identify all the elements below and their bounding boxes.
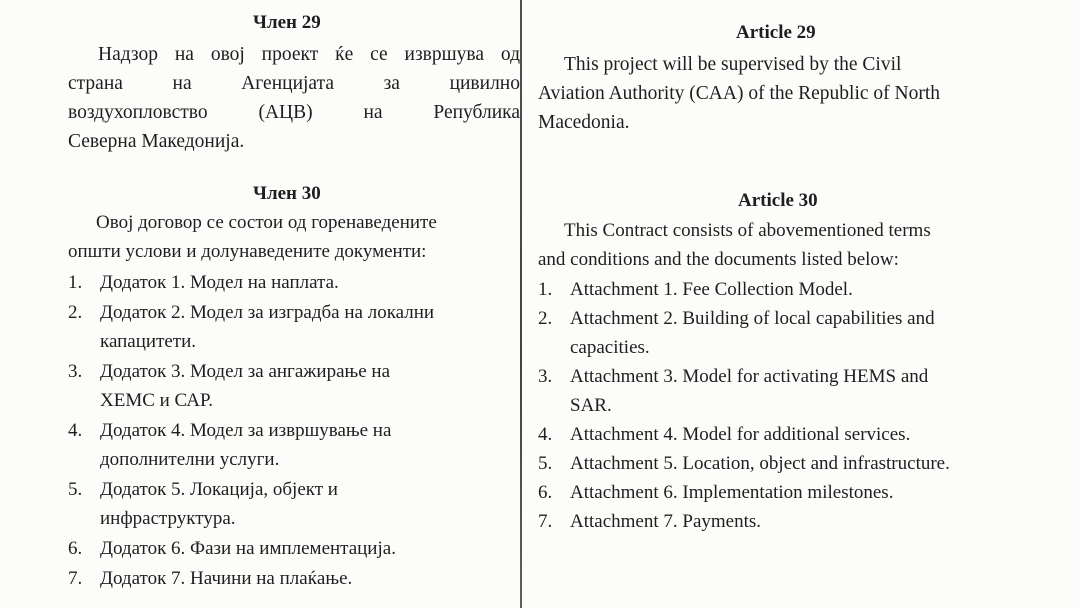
list-item-text-cont: инфраструктура. (100, 508, 236, 529)
list-item-number: 4. (538, 424, 553, 445)
list-item-text: Додаток 5. Локација, објект и (100, 479, 338, 500)
left-a29-line-3: воздухопловство (АЦВ) на Република (68, 102, 520, 123)
list-item-number: 7. (538, 511, 553, 532)
left-article-30-intro (68, 208, 508, 266)
left-article-29-heading: Член 29 (253, 12, 321, 33)
right-attachment-list (538, 275, 1008, 536)
list-item (68, 534, 508, 563)
list-item (68, 298, 508, 356)
list-item-number: 3. (538, 366, 553, 387)
right-article-29-text (538, 50, 1008, 137)
list-item-text: Attachment 6. Implementation milestones. (570, 482, 894, 503)
right-article-30-heading: Article 30 (738, 190, 818, 211)
list-item-text: Додаток 1. Модел на наплата. (100, 272, 339, 293)
list-item-text-cont: дополнителни услуги. (100, 449, 280, 470)
list-item-number: 5. (68, 479, 83, 500)
list-item (68, 416, 508, 474)
list-item-text: Attachment 7. Payments. (570, 511, 762, 532)
right-a30-intro-line-2: and conditions and the documents listed below: (538, 249, 899, 270)
list-item-number: 7. (68, 568, 83, 589)
list-item (538, 478, 1008, 507)
list-item (68, 268, 508, 297)
list-item-text-cont: капацитети. (100, 331, 197, 352)
right-article-30-intro (538, 216, 1008, 274)
left-a30-intro-line-2: општи услови и долунаведените документи: (68, 241, 427, 262)
list-item-number: 6. (538, 482, 553, 503)
list-item (538, 420, 1008, 449)
list-item-number: 3. (68, 361, 83, 382)
list-item-number: 5. (538, 453, 553, 474)
left-article-29-text (68, 40, 520, 156)
list-item-text-cont: SAR. (570, 395, 612, 416)
left-a29-line-2: страна на Агенцијата за цивилно (68, 73, 520, 94)
list-item-number: 1. (538, 279, 553, 300)
left-a29-line-4: Северна Македонија. (68, 131, 245, 152)
left-attachment-list (68, 268, 508, 594)
list-item (538, 507, 1008, 536)
right-article-29-heading: Article 29 (736, 22, 816, 43)
right-a29-line-1: This project will be supervised by the Civil (564, 54, 902, 75)
list-item (538, 275, 1008, 304)
right-a29-line-3: Macedonia. (538, 112, 630, 133)
list-item-number: 2. (538, 308, 553, 329)
list-item (68, 475, 508, 533)
left-a30-intro-line-1: Овој договор се состои од горенаведените (96, 212, 437, 233)
list-item-number: 1. (68, 272, 83, 293)
list-item-text: Додаток 2. Модел за изградба на локални (100, 302, 435, 323)
list-item (538, 449, 1008, 478)
list-item-text-cont: ХЕМС и САР. (100, 390, 213, 411)
list-item-text: Attachment 2. Building of local capabilities and (570, 308, 935, 329)
list-item-text: Attachment 5. Location, object and infrastructure. (570, 453, 950, 474)
right-a29-line-2: Aviation Authority (CAA) of the Republic of North (538, 83, 941, 104)
list-item-text: Attachment 1. Fee Collection Model. (570, 279, 853, 300)
column-divider (520, 0, 522, 608)
list-item-text: Додаток 4. Модел за извршување на (100, 420, 392, 441)
right-a30-intro-line-1: This Contract consists of abovementioned terms (564, 220, 931, 241)
list-item-text: Додаток 6. Фази на имплементација. (100, 538, 396, 559)
list-item-number: 6. (68, 538, 83, 559)
list-item-number: 4. (68, 420, 83, 441)
left-a29-line-1: Надзор на овој проект ќе се извршува од (98, 44, 520, 65)
list-item (538, 304, 1008, 362)
list-item-text: Додаток 7. Начини на плаќање. (100, 568, 353, 589)
left-article-30-heading: Член 30 (253, 183, 321, 204)
list-item (538, 362, 1008, 420)
list-item (68, 357, 508, 415)
list-item-text: Attachment 3. Model for activating HEMS and (570, 366, 929, 387)
list-item-text-cont: capacities. (570, 337, 650, 358)
list-item (68, 564, 508, 593)
list-item-number: 2. (68, 302, 83, 323)
list-item-text: Attachment 4. Model for additional services. (570, 424, 911, 445)
list-item-text: Додаток 3. Модел за ангажирање на (100, 361, 391, 382)
